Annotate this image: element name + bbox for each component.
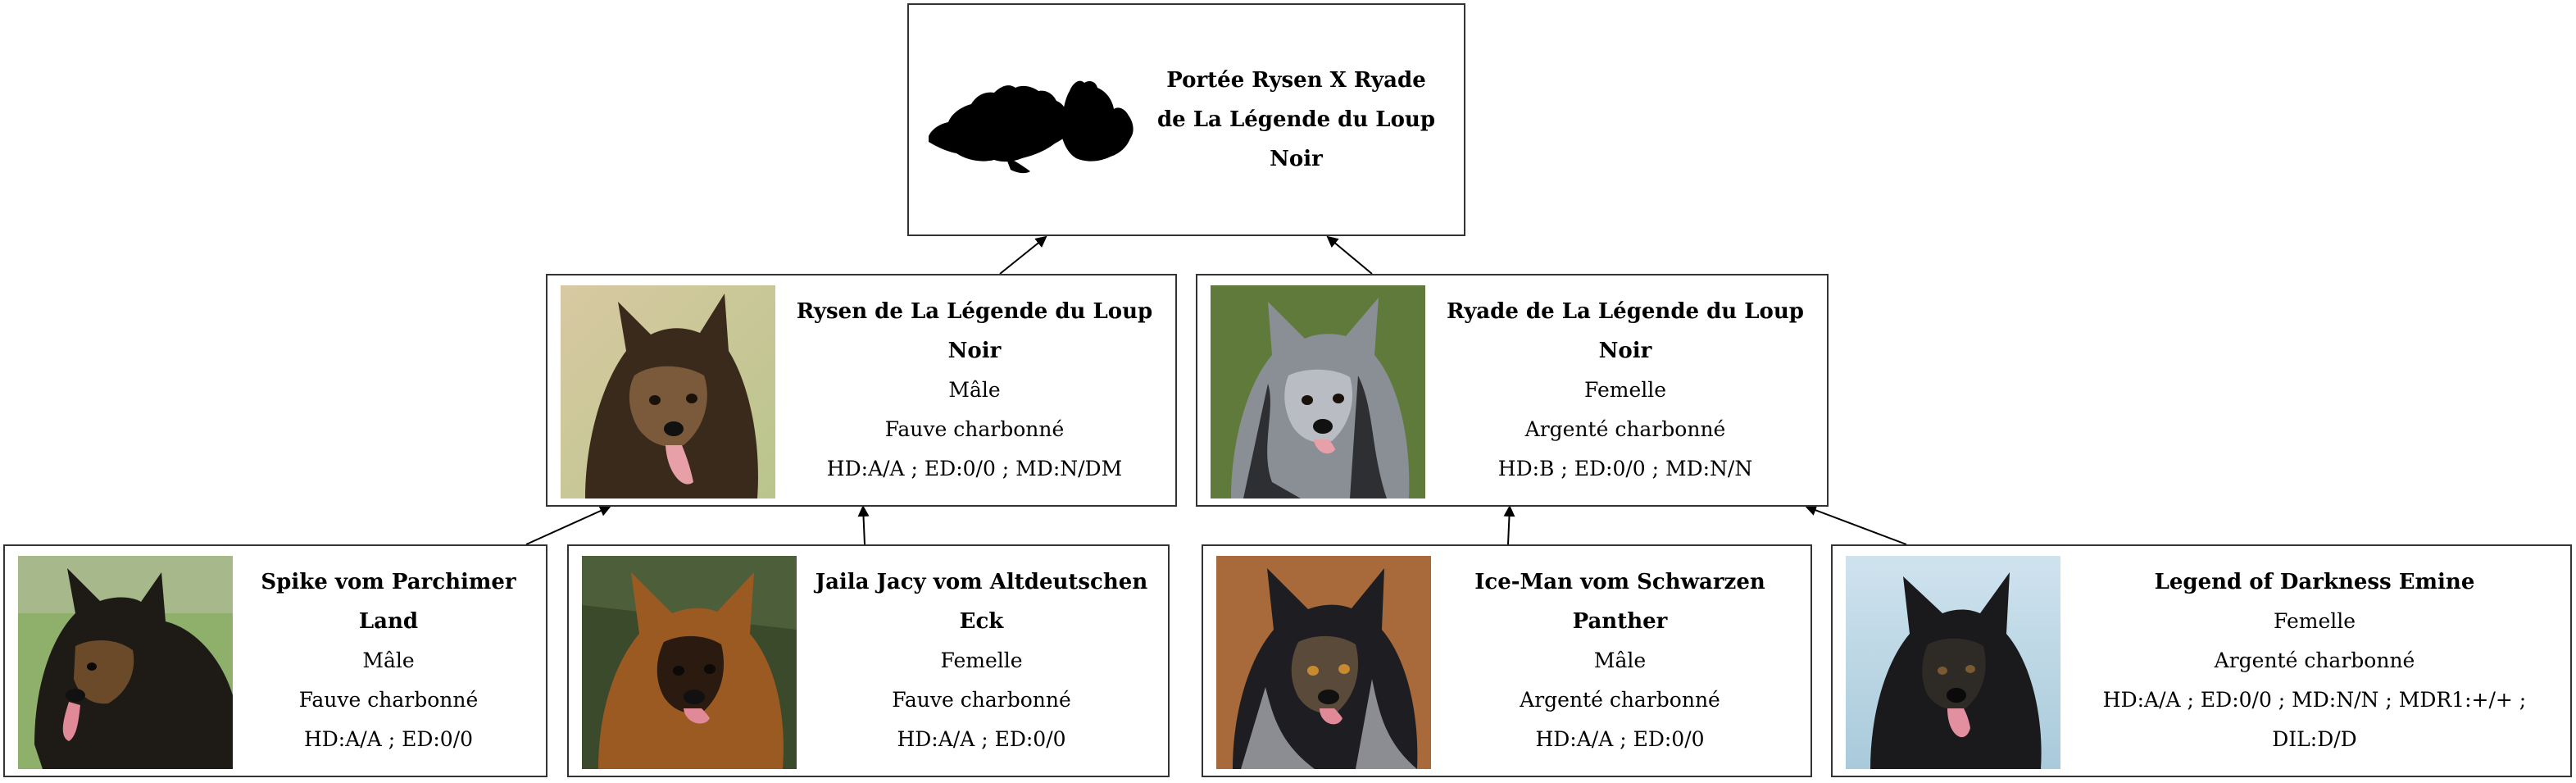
sire-sire-info (234, 546, 543, 776)
dam-dam-health: HD:A/A ; ED:0/0 ; MD:N/N ; MDR1:+/+ ; DIL:D/D (2102, 688, 2527, 751)
dam-health: HD:B ; ED:0/0 ; MD:N/N (1497, 457, 1753, 480)
sire-name: Rysen de La Légende du Loup Noir (796, 299, 1153, 363)
sire-node (546, 274, 1177, 507)
edge-sire-to-root (1000, 237, 1046, 274)
sire-sire-photo (18, 556, 233, 769)
dam-sire-name: Ice-Man vom Schwarzen Panther (1474, 570, 1765, 634)
dam-sex: Femelle (1583, 378, 1667, 402)
edge-dam-sire-to-dam (1508, 507, 1510, 544)
sire-health: HD:A/A ; ED:0/0 ; MD:N/DM (826, 457, 1123, 480)
litter-title-line1: Portée Rysen X Ryade (1166, 68, 1426, 93)
sire-photo (561, 285, 775, 498)
dam-name: Ryade de La Légende du Loup Noir (1447, 299, 1804, 363)
sire-sex: Mâle (948, 378, 1001, 402)
sire-dam-node (567, 544, 1170, 777)
dam-dam-node (1831, 544, 2572, 777)
sire-sire-sex: Mâle (362, 649, 415, 672)
sire-dam-health: HD:A/A ; ED:0/0 (897, 727, 1066, 751)
sire-sire-node (3, 544, 547, 777)
litter-title-line2: de La Légende du Loup Noir (1156, 107, 1435, 171)
sire-dam-sex: Femelle (940, 649, 1023, 672)
sire-dam-name: Jaila Jacy vom Altdeutschen Eck (815, 570, 1148, 634)
dam-dam-sex: Femelle (2273, 609, 2356, 633)
dam-dam-info (2062, 546, 2567, 776)
dam-sire-sex: Mâle (1593, 649, 1647, 672)
dam-dam-name: Legend of Darkness Emine (2154, 570, 2475, 594)
dam-sire-health: HD:A/A ; ED:0/0 (1535, 727, 1705, 751)
dam-info (1427, 275, 1824, 505)
dam-sire-node (1202, 544, 1812, 777)
sire-dam-info (798, 546, 1165, 776)
dam-sire-color: Argenté charbonné (1520, 688, 1720, 712)
dam-node (1196, 274, 1829, 507)
sire-color: Fauve charbonné (884, 417, 1065, 441)
sire-sire-color: Fauve charbonné (298, 688, 479, 712)
edge-dam-to-root (1328, 237, 1372, 274)
litter-node (907, 3, 1465, 236)
dam-sire-info (1433, 546, 1807, 776)
dogs-silhouette-icon (924, 75, 1138, 177)
litter-title (1137, 5, 1456, 234)
edge-dam-dam-to-dam (1806, 507, 1906, 544)
sire-info (777, 275, 1172, 505)
sire-dam-photo (582, 556, 797, 769)
dam-color: Argenté charbonné (1524, 417, 1726, 441)
sire-dam-color: Fauve charbonné (892, 688, 1071, 712)
dam-photo (1211, 285, 1425, 498)
edge-sire-sire-to-sire (526, 507, 610, 544)
edge-sire-dam-to-sire (863, 507, 865, 544)
sire-sire-name: Spike vom Parchimer Land (261, 570, 516, 634)
dam-dam-color: Argenté charbonné (2214, 649, 2415, 672)
dam-dam-photo (1846, 556, 2060, 769)
dam-sire-photo (1216, 556, 1431, 769)
sire-sire-health: HD:A/A ; ED:0/0 (303, 727, 474, 751)
